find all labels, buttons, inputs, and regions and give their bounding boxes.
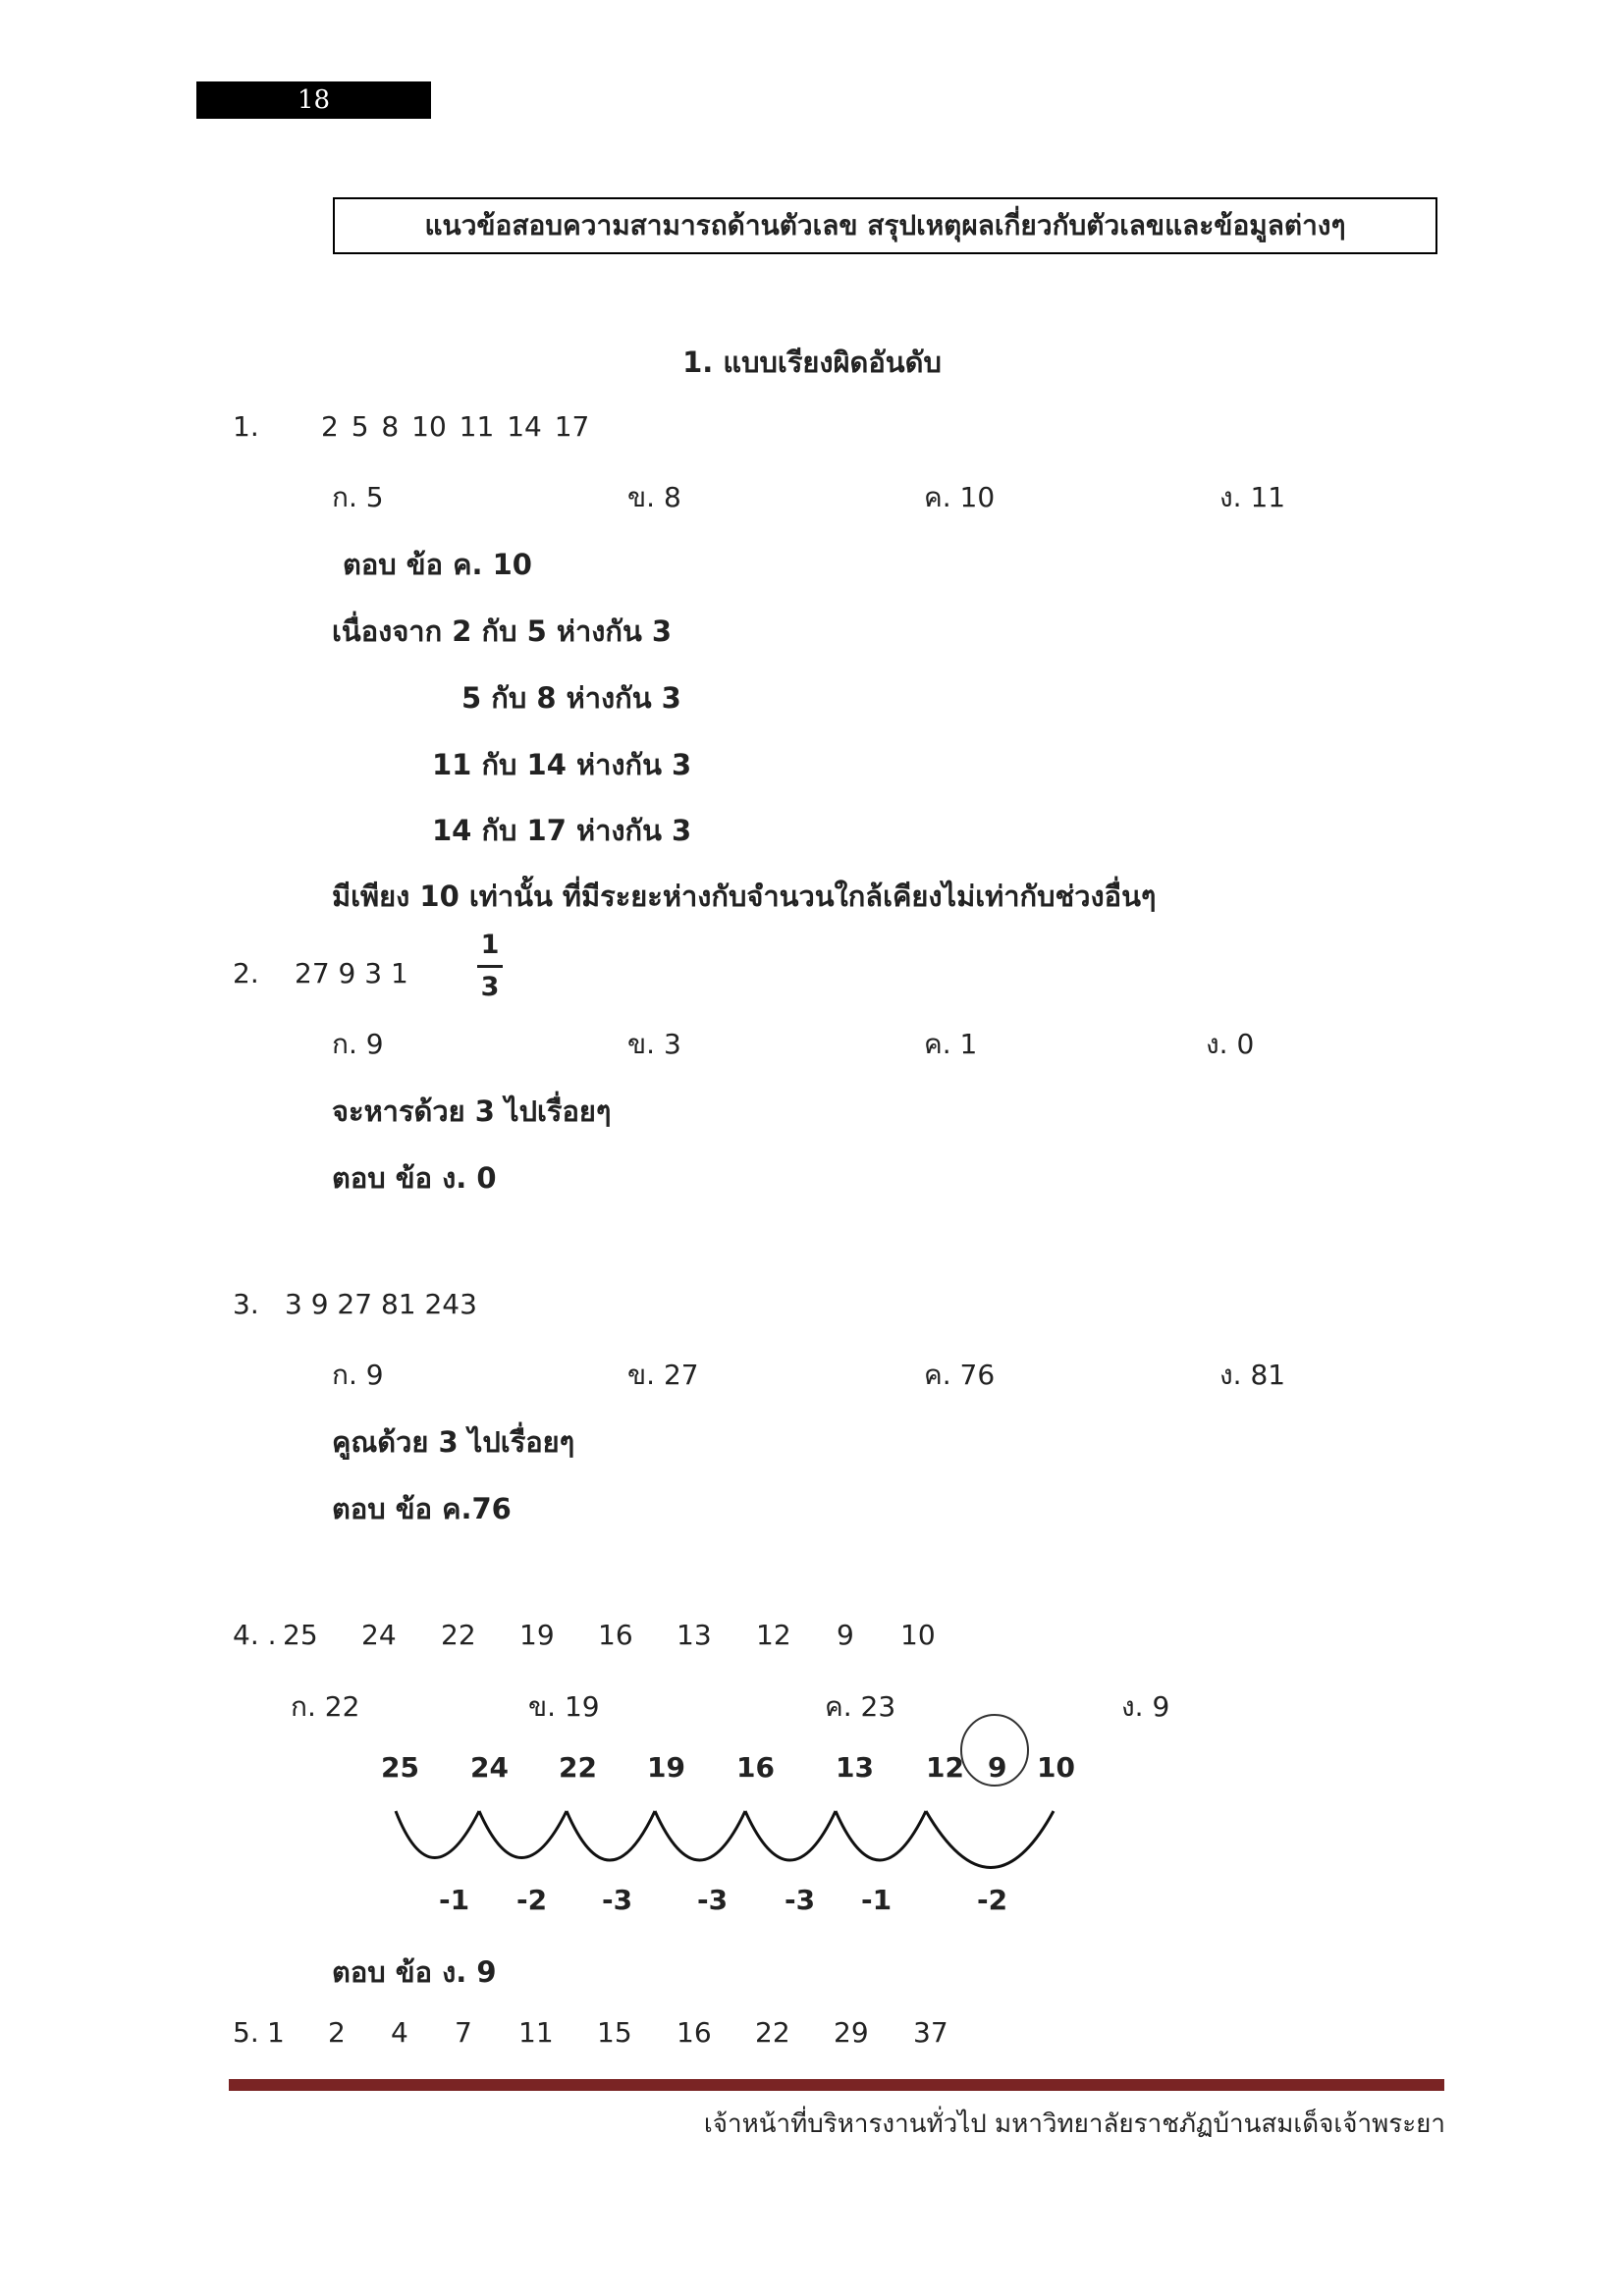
q4-seq-5: 13: [677, 1619, 712, 1651]
q1-conclusion: มีเพียง 10 เท่านั้น ที่มีระยะห่างกับจำนวนใกล้เคียงไม่เท่ากับช่วงอื่นๆ: [332, 880, 1157, 913]
q3-choice-c: ค. 76: [924, 1359, 996, 1391]
q2-choice-d: ง. 0: [1206, 1028, 1255, 1060]
q5-seq-1: 2: [328, 2016, 346, 2049]
difference-1: -2: [516, 1884, 548, 1916]
q5-seq-0: 1: [267, 2016, 285, 2049]
q5-label: 5.: [233, 2016, 259, 2049]
q4-choice-a: ก. 22: [291, 1690, 360, 1723]
q3-choice-a: ก. 9: [332, 1359, 384, 1391]
difference-0: -1: [439, 1884, 470, 1916]
q2-choice-b: ข. 3: [627, 1028, 681, 1060]
q1-choice-c: ค. 10: [924, 481, 996, 513]
arc-number-6: 12: [926, 1751, 964, 1784]
difference-6: -2: [977, 1884, 1008, 1916]
q1-choice-a: ก. 5: [332, 481, 384, 513]
arc-number-5: 13: [836, 1751, 874, 1784]
q4-seq-0: 25: [283, 1619, 318, 1651]
arc-number-0: 25: [381, 1751, 419, 1784]
arc-number-1: 24: [470, 1751, 509, 1784]
section-title: 1. แบบเรียงผิดอันดับ: [682, 346, 942, 379]
q3-answer: ตอบ ข้อ ค.76: [332, 1492, 512, 1525]
q2-choice-a: ก. 9: [332, 1028, 384, 1060]
q2-label: 2.: [233, 957, 259, 989]
q3-sequence: 3 9 27 81 243: [285, 1288, 477, 1320]
arc-1: [396, 1811, 479, 1858]
difference-3: -3: [697, 1884, 729, 1916]
q5-seq-5: 15: [597, 2016, 632, 2049]
q4-seq-8: 10: [900, 1619, 936, 1651]
arc-7: [926, 1811, 1054, 1868]
q5-seq-7: 22: [755, 2016, 790, 2049]
q1-answer: ตอบ ข้อ ค. 10: [343, 548, 532, 581]
q4-choice-c: ค. 23: [825, 1690, 896, 1723]
page-title: แนวข้อสอบความสามารถด้านตัวเลข สรุปเหตุผลเกี่ยวกับตัวเลขและข้อมูลต่างๆ: [333, 197, 1437, 254]
footer-text: เจ้าหน้าที่บริหารงานทั่วไป มหาวิทยาลัยราชภัฏบ้านสมเด็จเจ้าพระยา: [703, 2109, 1445, 2139]
q5-seq-6: 16: [677, 2016, 712, 2049]
q5-seq-2: 4: [391, 2016, 408, 2049]
q4-seq-4: 16: [598, 1619, 633, 1651]
arc-number-8: 10: [1037, 1751, 1075, 1784]
q2-fraction-denominator: 3: [480, 972, 500, 1002]
q3-explain: คูณด้วย 3 ไปเรื่อยๆ: [332, 1425, 575, 1459]
difference-4: -3: [785, 1884, 816, 1916]
arc-number-3: 19: [647, 1751, 685, 1784]
q4-seq-1: 24: [361, 1619, 397, 1651]
arc-4: [655, 1811, 745, 1860]
q5-seq-4: 11: [518, 2016, 554, 2049]
q4-answer: ตอบ ข้อ ง. 9: [332, 1955, 497, 1989]
q5-seq-3: 7: [455, 2016, 472, 2049]
q2-choice-c: ค. 1: [924, 1028, 978, 1060]
q3-choice-d: ง. 81: [1219, 1359, 1286, 1391]
q3-label: 3.: [233, 1288, 259, 1320]
q1-explain-3: 11 กับ 14 ห่างกัน 3: [432, 748, 692, 781]
arc-3: [567, 1811, 655, 1860]
arc-2: [479, 1811, 567, 1858]
q2-fraction-numerator: 1: [480, 930, 500, 960]
q2-explain: จะหารด้วย 3 ไปเรื่อยๆ: [332, 1095, 612, 1128]
arc-number-4: 16: [736, 1751, 775, 1784]
q1-choice-d: ง. 11: [1219, 481, 1286, 513]
q2-sequence: 27 9 3 1: [295, 957, 408, 989]
arc-number-7: 9: [988, 1751, 1007, 1784]
q4-seq-7: 9: [837, 1619, 854, 1651]
q4-choice-d: ง. 9: [1121, 1690, 1170, 1723]
q1-explain-4: 14 กับ 17 ห่างกัน 3: [432, 814, 692, 847]
q4-seq-6: 12: [756, 1619, 791, 1651]
q5-seq-8: 29: [834, 2016, 869, 2049]
q3-choice-b: ข. 27: [627, 1359, 699, 1391]
page-number: 18: [196, 81, 431, 119]
q2-answer: ตอบ ข้อ ง. 0: [332, 1161, 497, 1195]
arc-6: [836, 1811, 926, 1860]
q4-seq-3: 19: [519, 1619, 555, 1651]
difference-2: -3: [602, 1884, 633, 1916]
q4-seq-2: 22: [441, 1619, 476, 1651]
q1-sequence: 2 5 8 10 11 14 17: [321, 410, 590, 443]
arc-5: [745, 1811, 836, 1860]
q1-explain-1: เนื่องจาก 2 กับ 5 ห่างกัน 3: [332, 614, 673, 648]
arc-number-2: 22: [559, 1751, 597, 1784]
q1-label: 1.: [233, 410, 259, 443]
q4-label: 4. .: [233, 1619, 277, 1651]
q5-seq-9: 37: [913, 2016, 948, 2049]
footer-rule: [229, 2079, 1444, 2091]
q1-choice-b: ข. 8: [627, 481, 681, 513]
q1-explain-2: 5 กับ 8 ห่างกัน 3: [461, 681, 681, 715]
difference-5: -1: [861, 1884, 893, 1916]
q4-choice-b: ข. 19: [528, 1690, 600, 1723]
circle-marker: [961, 1715, 1028, 1786]
